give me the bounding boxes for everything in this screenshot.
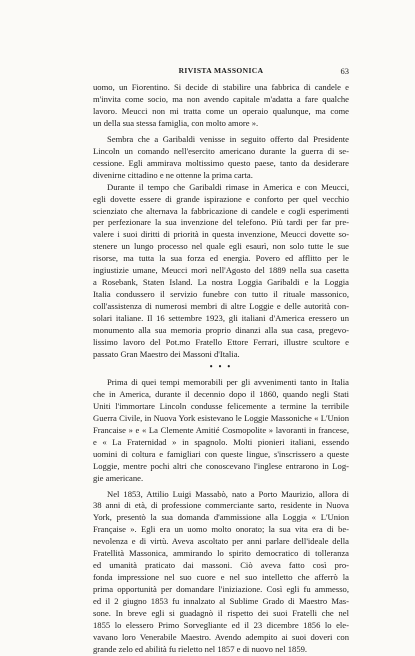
text-line: Loggie, mentre pochi altri che conoscevano l'inglese entrarono in Log- <box>93 460 349 471</box>
text-line: passato Gran Maestro dei Massoni d'Italia. <box>93 348 240 359</box>
text-line: nevolenza e di virtù. Aveva ascoltato per anni parlare dell'ideale della <box>93 536 349 547</box>
page-header <box>93 66 349 76</box>
text-line: Nel 1853, Attilio Luigi Massabò, nato a Porto Maurizio, allora di <box>107 488 349 499</box>
text-line: cessione. Egli ammirava moltissimo questo paese, tanto da desiderare <box>93 157 349 168</box>
paragraph <box>93 377 349 485</box>
text-line: ingiustizie umane, Meucci morì nell'Agosto del 1889 nella sua casetta <box>93 265 349 276</box>
text-line: vavano loro Venerabile Maestro. Avendo adempito ai suoi doveri con <box>93 631 349 642</box>
text-line: che in America, durante il decennio dopo il 1860, quando negli Stati <box>93 388 349 399</box>
text-line: grande zelo ed abilità fu rieletto nel 1857 e di nuovo nel 1859. <box>93 643 308 654</box>
text-line: York, presentò la sua domanda d'ammissione alla Loggia « L'Union <box>93 512 349 523</box>
text-line: Française ». Egli era un uomo molto onorato; la sua vita era di be- <box>93 524 349 535</box>
text-line: ed umanità praticato dai massoni. Ciò aveva fatto così pro- <box>93 560 349 571</box>
text-line: sone. In breve egli si guadagnò il rispetto dei suoi Fratelli che nel <box>93 608 349 619</box>
paragraph <box>93 134 349 182</box>
text-line: uomo, un Fiorentino. Si decide di stabilire una fabbrica di candele e <box>93 82 349 92</box>
text-line: per perfezionare la sua invenzione del telefono. Più tardi per far pre- <box>93 217 349 228</box>
text-line: Guerra Civile, in Nuova York esistevano le Loggie Massoniche « L'Union <box>93 412 349 423</box>
text-line: lavoro. Meucci non mi tratta come un operaio qualunque, ma come <box>93 105 349 116</box>
text-line: Durante il tempo che Garibaldi rimase in America e con Meucci, <box>107 181 349 192</box>
text-line: Francaise » e « La Clemente Amitié Cosmopolite » lavoranti in francese, <box>93 424 349 435</box>
text-line: solari italiane. Il 16 settembre 1923, gli italiani d'America eressero un <box>93 313 349 324</box>
paragraph <box>93 82 349 130</box>
text-line: stenere un lungo processo nel quale egli esaurì, non solo tutte le sue <box>93 241 349 252</box>
text-line: ed il 2 giugno 1853 fu innalzato al Sublime Grado di Maestro Mas- <box>93 596 349 607</box>
paragraph <box>93 182 349 361</box>
text-line: uomini di coltura e famigliari con queste lingue, s'inscrissero a queste <box>93 448 349 459</box>
text-line: coll'assistenza di numerosi membri di altre Loggie e delle autorità con- <box>93 301 349 312</box>
text-line: gie americane. <box>93 472 144 483</box>
text-line: fonda impressione nel suo cuore e nel suo intelletto che afferrò la <box>93 572 349 583</box>
text-line: Italia condussero il servizio funebre con tutto il rituale massonico, <box>93 289 349 300</box>
text-line: a Rosebank, Staten Island. La nostra Loggia Garibaldi e la Loggia <box>93 277 349 288</box>
text-line: scienziato che alternava la fabbricazione di candele e cogli esperimenti <box>93 205 349 216</box>
text-line: monumento alla sua memoria proprio dinanzi alla sua casa, pregevo- <box>93 325 349 336</box>
text-line: Fratellità Massonica, ammirando lo spirito democratico di tolleranza <box>93 548 349 559</box>
text-line: un della sua stessa famiglia, con molto amore ». <box>93 117 259 128</box>
text-line: Prima di quei tempi memorabili per gli avvenimenti tanto in Italia <box>107 376 349 387</box>
text-line: divenirne cittadino e ne ottenne la prima carta. <box>93 169 253 180</box>
text-line: m'invita come socio, ma non avendo capitale m'adatta a fare qualche <box>93 93 349 104</box>
text-line: 1855 lo elessero Primo Sorvegliante ed il 23 dicembre 1856 lo ele- <box>93 619 349 630</box>
section-separator: • • • <box>209 361 233 371</box>
text-line: valere i suoi diritti di priorità in questa invenzione, Meucci dovette so- <box>93 229 349 240</box>
text-line: Uniti l'immortare Lincoln condusse felicemente a termine la terribile <box>93 400 349 411</box>
text-line: 38 anni di età, di professione commerciante sarto, residente in Nuova <box>93 500 349 511</box>
text-line: lissimo lavoro del Pot.mo Fratello Ettore Ferrari, illustre scultore e <box>93 337 349 348</box>
text-line: prima opportunità per domandare l'iniziazione. Così egli fu ammesso, <box>93 584 349 595</box>
page-number: 63 <box>340 66 349 76</box>
text-line: Sembra che a Garibaldi venisse in seguito offerto dal Presidente <box>107 133 349 144</box>
text-line: e « La Fraternidad » in spagnolo. Molti pionieri italiani, essendo <box>93 436 349 447</box>
text-line: Lincoln un comando nell'esercito americano durante la guerra di se- <box>93 145 349 156</box>
body-text <box>93 82 349 656</box>
text-line: risorse, ma tutta la sua forza ed energia. Povero ed afflitto per le <box>93 253 349 264</box>
running-title: RIVISTA MASSONICA <box>178 66 264 75</box>
paragraph <box>93 489 349 656</box>
text-line: egli dovette essere di grande ispirazione e conforto per quel vecchio <box>93 193 349 204</box>
